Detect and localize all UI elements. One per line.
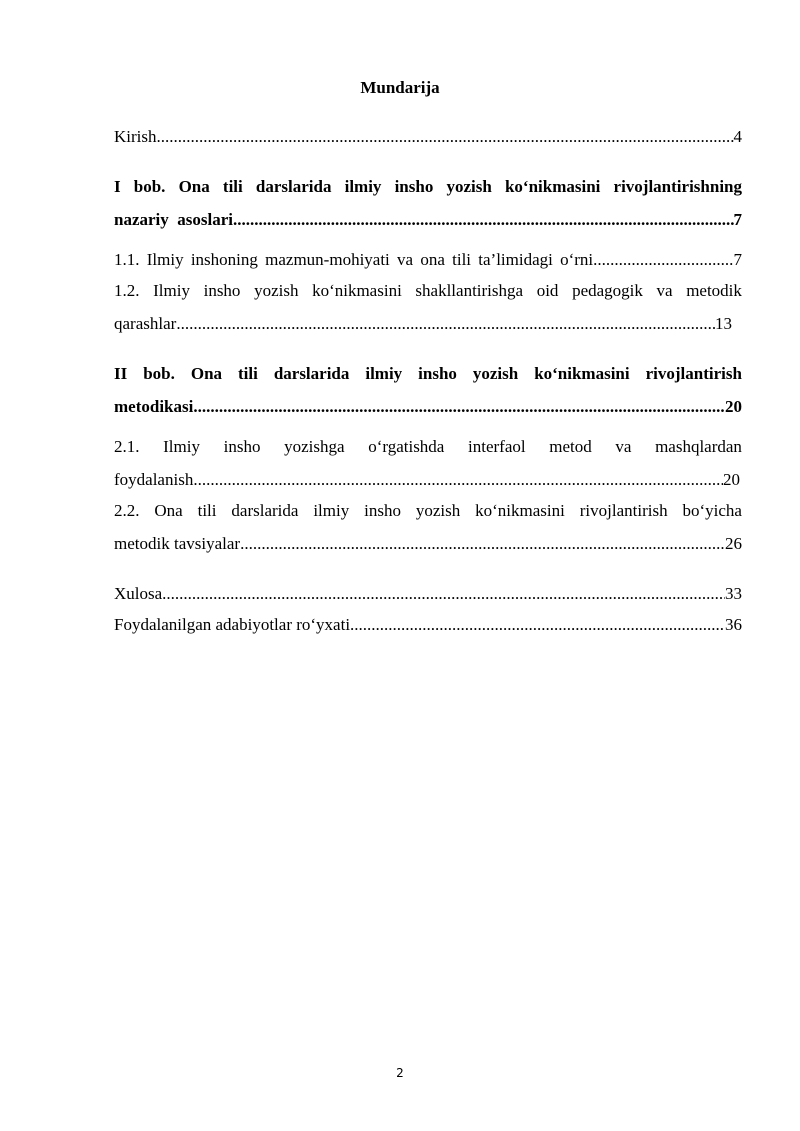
- toc-page-number: 20: [725, 397, 742, 416]
- page-title: Mundarija: [360, 78, 440, 97]
- toc-page-number: 33: [725, 584, 742, 603]
- toc-page-number: 20: [723, 470, 740, 489]
- toc-page-number: 7: [733, 210, 742, 229]
- toc-entry-label-line-1: 2.2. Ona tili darslarida ilmiy insho yozish ko‘nikmasini rivojlantirish bo‘yicha: [114, 501, 742, 520]
- page-number: 2: [396, 1066, 404, 1080]
- dot-leader: [176, 313, 715, 335]
- toc-entry-section-2-2[interactable]: [114, 500, 742, 555]
- dot-leader: [157, 126, 734, 148]
- dot-leader: [193, 469, 723, 491]
- toc-page-number: 13: [715, 314, 732, 333]
- toc-entry-label: Foydalanilgan adabiyotlar ro‘yxati: [114, 615, 351, 634]
- toc-entry-label-line-1: 2.1. Ilmiy insho yozishga o‘rgatishda interfaol metod va mashqlardan: [114, 437, 742, 456]
- toc-entry-label-line-2: metodik tavsiyalar: [114, 534, 241, 553]
- toc-page-number: 36: [725, 615, 742, 634]
- dot-leader: [593, 249, 733, 271]
- toc-entry-label: 1.1. Ilmiy inshoning mazmun-mohiyati va ona tili ta’limidagi o‘rni: [114, 250, 594, 269]
- toc-entry-label: Kirish: [114, 127, 157, 146]
- toc-entry-label-line-2: metodikasi: [114, 397, 194, 416]
- toc-entry-bibliography[interactable]: [114, 614, 742, 636]
- dot-leader: [350, 614, 725, 636]
- toc-entry-label-line-2: qarashlar: [114, 314, 177, 333]
- toc-entry-label: Xulosa: [114, 584, 163, 603]
- toc-page-number: 26: [725, 534, 742, 553]
- toc-entry-section-1-1[interactable]: [114, 249, 742, 271]
- table-of-contents: [114, 126, 742, 634]
- toc-entry-label-line-1: I bob. Ona tili darslarida ilmiy insho yozish ko‘nikmasini rivojlantirishning: [114, 177, 742, 196]
- toc-entry-label-line-2: foydalanish: [114, 470, 194, 489]
- toc-entry-label-line-1: 1.2. Ilmiy insho yozish ko‘nikmasini shakllantirishga oid pedagogik va metodik: [114, 281, 742, 300]
- toc-entry-kirish[interactable]: [114, 126, 742, 148]
- dot-leader: [193, 396, 725, 418]
- toc-entry-label-line-2: nazariy asoslari: [114, 210, 233, 229]
- toc-entry-label-line-1: II bob. Ona tili darslarida ilmiy insho yozish ko‘nikmasini rivojlantirish: [114, 364, 742, 383]
- toc-entry-section-2-1[interactable]: [114, 436, 742, 491]
- toc-entry-chapter-1[interactable]: [114, 176, 742, 231]
- dot-leader: [233, 209, 734, 231]
- toc-entry-xulosa[interactable]: [114, 583, 742, 605]
- toc-entry-chapter-2[interactable]: [114, 363, 742, 418]
- toc-page-number: 4: [733, 127, 742, 146]
- toc-entry-section-1-2[interactable]: [114, 280, 742, 335]
- dot-leader: [162, 583, 725, 605]
- toc-page-number: 7: [733, 250, 742, 269]
- dot-leader: [240, 533, 725, 555]
